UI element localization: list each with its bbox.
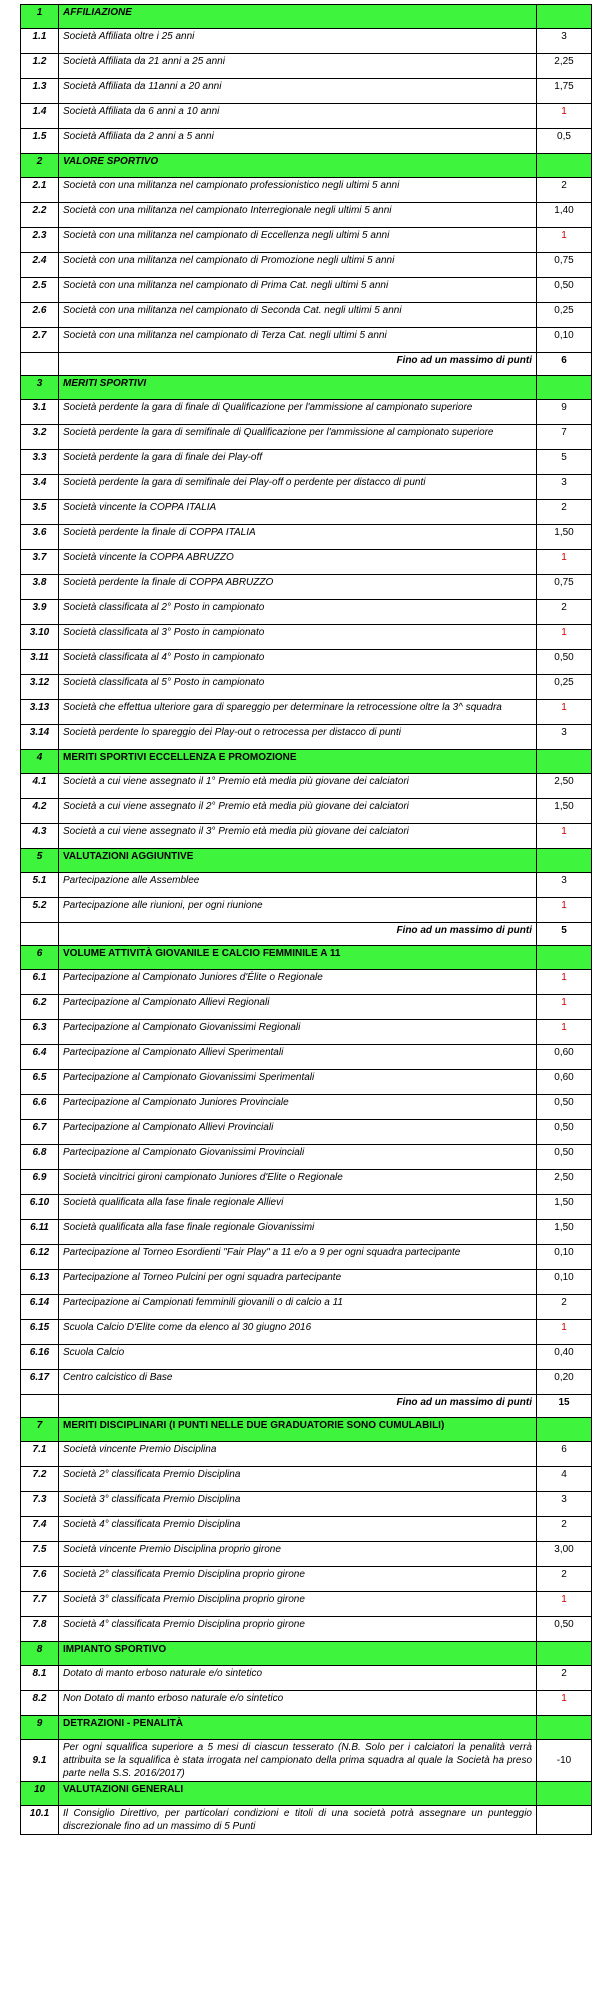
criteria-number: 1.3 [21, 79, 59, 104]
criteria-row [21, 228, 592, 253]
criteria-number: 3.2 [21, 425, 59, 450]
criteria-description: Società classificata al 3° Posto in campionato [59, 625, 537, 650]
criteria-number: 6.1 [21, 970, 59, 995]
criteria-number: 2.1 [21, 178, 59, 203]
max-points-label: Fino ad un massimo di punti [59, 923, 537, 946]
section-value-cell [537, 5, 592, 29]
criteria-number: 5.1 [21, 873, 59, 898]
criteria-points: 1 [537, 898, 592, 923]
criteria-points: 3 [537, 475, 592, 500]
criteria-row [21, 625, 592, 650]
criteria-row [21, 898, 592, 923]
section-header-row [21, 1642, 592, 1666]
criteria-table-body [21, 5, 592, 1835]
criteria-description: Società vincente la COPPA ITALIA [59, 500, 537, 525]
section-value-cell [537, 1782, 592, 1806]
criteria-description: Società a cui viene assegnato il 3° Premio età media più giovane dei calciatori [59, 824, 537, 849]
criteria-number: 2.2 [21, 203, 59, 228]
criteria-number: 2.5 [21, 278, 59, 303]
criteria-points: 1 [537, 104, 592, 129]
criteria-description: Il Consiglio Direttivo, per particolari condizioni e titoli di una società potrà assegnare un punteggio discrezionale fino ad un massimo di 5 Punti [59, 1806, 537, 1835]
criteria-description: Non Dotato di manto erboso naturale e/o sintetico [59, 1691, 537, 1716]
criteria-description: Partecipazione alle riunioni, per ogni riunione [59, 898, 537, 923]
criteria-number: 6.15 [21, 1320, 59, 1345]
section-header-row [21, 946, 592, 970]
criteria-description: Società Affiliata da 11anni a 20 anni [59, 79, 537, 104]
max-points-value: 5 [537, 923, 592, 946]
section-title: MERITI DISCIPLINARI (I PUNTI NELLE DUE GRADUATORIE SONO CUMULABILI) [59, 1418, 537, 1442]
section-number: 5 [21, 849, 59, 873]
criteria-description: Società con una militanza nel campionato professionistico negli ultimi 5 anni [59, 178, 537, 203]
criteria-description: Società vincitrici gironi campionato Juniores d'Elite o Regionale [59, 1170, 537, 1195]
section-header-row [21, 849, 592, 873]
criteria-row [21, 425, 592, 450]
criteria-description: Società Affiliata oltre i 25 anni [59, 29, 537, 54]
criteria-description: Scuola Calcio [59, 1345, 537, 1370]
criteria-number: 7.5 [21, 1542, 59, 1567]
criteria-row [21, 203, 592, 228]
criteria-number: 6.14 [21, 1295, 59, 1320]
criteria-points: 3 [537, 29, 592, 54]
criteria-points [537, 1806, 592, 1835]
criteria-number: 6.6 [21, 1095, 59, 1120]
criteria-row [21, 253, 592, 278]
section-header-row [21, 750, 592, 774]
section-title: VALORE SPORTIVO [59, 154, 537, 178]
criteria-points: 6 [537, 1442, 592, 1467]
criteria-points: 3,00 [537, 1542, 592, 1567]
criteria-number: 6.2 [21, 995, 59, 1020]
criteria-points: 2 [537, 600, 592, 625]
criteria-number: 2.3 [21, 228, 59, 253]
criteria-description: Società vincente la COPPA ABRUZZO [59, 550, 537, 575]
criteria-number: 6.5 [21, 1070, 59, 1095]
empty-number-cell [21, 1395, 59, 1418]
criteria-number: 3.12 [21, 675, 59, 700]
criteria-description: Società perdente la gara di semifinale di Qualificazione per l'ammissione al campionato superiore [59, 425, 537, 450]
criteria-description: Partecipazione al Campionato Allievi Sperimentali [59, 1045, 537, 1070]
max-points-row [21, 1395, 592, 1418]
section-number: 1 [21, 5, 59, 29]
criteria-row [21, 774, 592, 799]
criteria-description: Partecipazione al Torneo Esordienti "Fair Play" a 11 e/o a 9 per ogni squadra partecipante [59, 1245, 537, 1270]
criteria-description: Società perdente la gara di finale dei Play-off [59, 450, 537, 475]
criteria-row [21, 328, 592, 353]
criteria-description: Società perdente la finale di COPPA ITALIA [59, 525, 537, 550]
criteria-points: 0,10 [537, 328, 592, 353]
section-header-row [21, 154, 592, 178]
criteria-points: 1,40 [537, 203, 592, 228]
criteria-table-container [20, 4, 591, 1835]
criteria-number: 1.4 [21, 104, 59, 129]
criteria-points: 0,50 [537, 1617, 592, 1642]
criteria-row [21, 799, 592, 824]
section-header-row [21, 1782, 592, 1806]
criteria-number: 6.12 [21, 1245, 59, 1270]
section-number: 4 [21, 750, 59, 774]
criteria-number: 6.3 [21, 1020, 59, 1045]
criteria-points: 0,10 [537, 1270, 592, 1295]
criteria-points: 0,20 [537, 1370, 592, 1395]
section-number: 7 [21, 1418, 59, 1442]
criteria-row [21, 525, 592, 550]
criteria-description: Società perdente la gara di finale di Qualificazione per l'ammissione al campionato superiore [59, 400, 537, 425]
criteria-row [21, 700, 592, 725]
criteria-points: 1,75 [537, 79, 592, 104]
criteria-row [21, 500, 592, 525]
criteria-row [21, 1345, 592, 1370]
criteria-row [21, 475, 592, 500]
criteria-row [21, 129, 592, 154]
criteria-row [21, 1617, 592, 1642]
criteria-number: 3.13 [21, 700, 59, 725]
criteria-description: Società perdente la gara di semifinale dei Play-off o perdente per distacco di punti [59, 475, 537, 500]
criteria-points: 1 [537, 228, 592, 253]
criteria-row [21, 1442, 592, 1467]
criteria-description: Società Affiliata da 2 anni a 5 anni [59, 129, 537, 154]
criteria-points: 1,50 [537, 525, 592, 550]
criteria-row [21, 1370, 592, 1395]
section-value-cell [537, 1418, 592, 1442]
criteria-description: Partecipazione alle Assemblee [59, 873, 537, 898]
criteria-row [21, 54, 592, 79]
criteria-points: 1 [537, 970, 592, 995]
scoring-criteria-table [20, 4, 592, 1835]
criteria-points: 7 [537, 425, 592, 450]
criteria-number: 6.10 [21, 1195, 59, 1220]
criteria-number: 3.4 [21, 475, 59, 500]
section-title: DETRAZIONI - PENALITÀ [59, 1716, 537, 1740]
section-header-row [21, 1418, 592, 1442]
criteria-number: 7.6 [21, 1567, 59, 1592]
criteria-row [21, 400, 592, 425]
criteria-description: Società 4° classificata Premio Disciplina [59, 1517, 537, 1542]
criteria-row [21, 303, 592, 328]
criteria-row [21, 1045, 592, 1070]
criteria-row [21, 1120, 592, 1145]
criteria-row [21, 725, 592, 750]
criteria-number: 3.1 [21, 400, 59, 425]
criteria-row [21, 1806, 592, 1835]
criteria-number: 1.2 [21, 54, 59, 79]
criteria-row [21, 575, 592, 600]
criteria-points: 3 [537, 873, 592, 898]
criteria-description: Società vincente Premio Disciplina proprio girone [59, 1542, 537, 1567]
criteria-points: 1 [537, 824, 592, 849]
section-header-row [21, 5, 592, 29]
criteria-number: 3.7 [21, 550, 59, 575]
criteria-row [21, 1270, 592, 1295]
criteria-points: 1 [537, 700, 592, 725]
criteria-description: Partecipazione al Torneo Pulcini per ogni squadra partecipante [59, 1270, 537, 1295]
criteria-description: Società che effettua ulteriore gara di spareggio per determinare la retrocessione oltre la 3^ squadra [59, 700, 537, 725]
criteria-description: Partecipazione al Campionato Juniores d'Élite o Regionale [59, 970, 537, 995]
criteria-number: 4.1 [21, 774, 59, 799]
criteria-number: 2.4 [21, 253, 59, 278]
criteria-row [21, 1195, 592, 1220]
criteria-points: 0,60 [537, 1070, 592, 1095]
criteria-row [21, 1095, 592, 1120]
criteria-row [21, 650, 592, 675]
criteria-description: Società 2° classificata Premio Disciplina proprio girone [59, 1567, 537, 1592]
criteria-points: 0,50 [537, 1145, 592, 1170]
criteria-description: Dotato di manto erboso naturale e/o sintetico [59, 1666, 537, 1691]
criteria-points: 0,75 [537, 253, 592, 278]
criteria-row [21, 1145, 592, 1170]
criteria-number: 10.1 [21, 1806, 59, 1835]
criteria-row [21, 1592, 592, 1617]
criteria-number: 3.8 [21, 575, 59, 600]
max-points-label: Fino ad un massimo di punti [59, 1395, 537, 1418]
criteria-row [21, 675, 592, 700]
criteria-number: 2.7 [21, 328, 59, 353]
section-number: 9 [21, 1716, 59, 1740]
section-value-cell [537, 376, 592, 400]
section-value-cell [537, 154, 592, 178]
criteria-row [21, 1295, 592, 1320]
criteria-row [21, 1740, 592, 1782]
criteria-number: 6.17 [21, 1370, 59, 1395]
criteria-number: 7.7 [21, 1592, 59, 1617]
criteria-row [21, 1070, 592, 1095]
criteria-points: 0,40 [537, 1345, 592, 1370]
criteria-points: 0,25 [537, 675, 592, 700]
criteria-description: Società qualificata alla fase finale regionale Allievi [59, 1195, 537, 1220]
section-header-row [21, 1716, 592, 1740]
criteria-description: Società 4° classificata Premio Disciplina proprio girone [59, 1617, 537, 1642]
criteria-points: 0,75 [537, 575, 592, 600]
criteria-points: 0,5 [537, 129, 592, 154]
section-title: VOLUME ATTIVITÀ GIOVANILE E CALCIO FEMMINILE A 11 [59, 946, 537, 970]
criteria-row [21, 873, 592, 898]
criteria-points: 2 [537, 1295, 592, 1320]
criteria-points: 1,50 [537, 799, 592, 824]
criteria-number: 6.8 [21, 1145, 59, 1170]
criteria-points: 1 [537, 1320, 592, 1345]
criteria-points: 1 [537, 1691, 592, 1716]
criteria-description: Società Affiliata da 21 anni a 25 anni [59, 54, 537, 79]
criteria-description: Società classificata al 2° Posto in campionato [59, 600, 537, 625]
criteria-number: 6.7 [21, 1120, 59, 1145]
criteria-row [21, 1320, 592, 1345]
criteria-description: Partecipazione al Campionato Giovanissimi Regionali [59, 1020, 537, 1045]
criteria-points: 0,50 [537, 1095, 592, 1120]
section-number: 3 [21, 376, 59, 400]
criteria-points: 0,50 [537, 650, 592, 675]
criteria-number: 3.3 [21, 450, 59, 475]
criteria-number: 6.13 [21, 1270, 59, 1295]
section-value-cell [537, 1642, 592, 1666]
max-points-row [21, 923, 592, 946]
criteria-description: Partecipazione al Campionato Giovanissimi Provinciali [59, 1145, 537, 1170]
section-title: MERITI SPORTIVI [59, 376, 537, 400]
criteria-row [21, 1567, 592, 1592]
criteria-row [21, 1020, 592, 1045]
criteria-number: 3.10 [21, 625, 59, 650]
criteria-number: 9.1 [21, 1740, 59, 1782]
criteria-number: 7.4 [21, 1517, 59, 1542]
criteria-description: Società vincente Premio Disciplina [59, 1442, 537, 1467]
criteria-description: Società con una militanza nel campionato di Terza Cat. negli ultimi 5 anni [59, 328, 537, 353]
criteria-number: 6.11 [21, 1220, 59, 1245]
criteria-points: 4 [537, 1467, 592, 1492]
criteria-points: 0,10 [537, 1245, 592, 1270]
criteria-points: 1 [537, 625, 592, 650]
criteria-number: 5.2 [21, 898, 59, 923]
criteria-number: 1.5 [21, 129, 59, 154]
criteria-description: Società a cui viene assegnato il 1° Premio età media più giovane dei calciatori [59, 774, 537, 799]
section-title: MERITI SPORTIVI ECCELLENZA E PROMOZIONE [59, 750, 537, 774]
criteria-number: 6.4 [21, 1045, 59, 1070]
criteria-row [21, 824, 592, 849]
criteria-row [21, 1691, 592, 1716]
max-points-value: 6 [537, 353, 592, 376]
section-number: 10 [21, 1782, 59, 1806]
criteria-description: Partecipazione al Campionato Allievi Provinciali [59, 1120, 537, 1145]
criteria-number: 6.9 [21, 1170, 59, 1195]
max-points-value: 15 [537, 1395, 592, 1418]
criteria-row [21, 1492, 592, 1517]
section-title: VALUTAZIONI AGGIUNTIVE [59, 849, 537, 873]
criteria-points: 9 [537, 400, 592, 425]
section-header-row [21, 376, 592, 400]
criteria-description: Società con una militanza nel campionato di Eccellenza negli ultimi 5 anni [59, 228, 537, 253]
criteria-row [21, 1220, 592, 1245]
criteria-points: 0,25 [537, 303, 592, 328]
section-value-cell [537, 946, 592, 970]
criteria-row [21, 970, 592, 995]
section-value-cell [537, 1716, 592, 1740]
criteria-description: Partecipazione al Campionato Allievi Regionali [59, 995, 537, 1020]
criteria-number: 8.1 [21, 1666, 59, 1691]
criteria-points: 2 [537, 500, 592, 525]
criteria-row [21, 550, 592, 575]
criteria-number: 3.5 [21, 500, 59, 525]
criteria-number: 3.14 [21, 725, 59, 750]
empty-number-cell [21, 923, 59, 946]
section-value-cell [537, 750, 592, 774]
criteria-points: 0,50 [537, 278, 592, 303]
criteria-description: Società classificata al 5° Posto in campionato [59, 675, 537, 700]
criteria-description: Società perdente lo spareggio dei Play-out o retrocessa per distacco di punti [59, 725, 537, 750]
criteria-description: Società classificata al 4° Posto in campionato [59, 650, 537, 675]
section-title: IMPIANTO SPORTIVO [59, 1642, 537, 1666]
criteria-description: Partecipazione al Campionato Giovanissimi Sperimentali [59, 1070, 537, 1095]
criteria-points: 1 [537, 1020, 592, 1045]
criteria-number: 3.11 [21, 650, 59, 675]
criteria-number: 8.2 [21, 1691, 59, 1716]
criteria-points: 1 [537, 995, 592, 1020]
criteria-description: Società con una militanza nel campionato di Seconda Cat. negli ultimi 5 anni [59, 303, 537, 328]
section-number: 2 [21, 154, 59, 178]
criteria-number: 3.6 [21, 525, 59, 550]
criteria-row [21, 600, 592, 625]
criteria-row [21, 1666, 592, 1691]
criteria-row [21, 1542, 592, 1567]
criteria-number: 2.6 [21, 303, 59, 328]
criteria-description: Società qualificata alla fase finale regionale Giovanissimi [59, 1220, 537, 1245]
criteria-description: Società con una militanza nel campionato Interregionale negli ultimi 5 anni [59, 203, 537, 228]
section-number: 6 [21, 946, 59, 970]
criteria-points: 2,25 [537, 54, 592, 79]
criteria-points: 3 [537, 725, 592, 750]
criteria-number: 7.3 [21, 1492, 59, 1517]
criteria-row [21, 1170, 592, 1195]
criteria-number: 7.8 [21, 1617, 59, 1642]
criteria-number: 4.3 [21, 824, 59, 849]
criteria-description: Scuola Calcio D'Elite come da elenco al 30 giugno 2016 [59, 1320, 537, 1345]
criteria-points: 2 [537, 1517, 592, 1542]
criteria-number: 4.2 [21, 799, 59, 824]
criteria-row [21, 104, 592, 129]
criteria-description: Centro calcistico di Base [59, 1370, 537, 1395]
section-title: AFFILIAZIONE [59, 5, 537, 29]
criteria-points: 2,50 [537, 774, 592, 799]
criteria-points: 3 [537, 1492, 592, 1517]
criteria-description: Società 3° classificata Premio Disciplina [59, 1492, 537, 1517]
max-points-row [21, 353, 592, 376]
criteria-number: 1.1 [21, 29, 59, 54]
criteria-description: Società con una militanza nel campionato di Promozione negli ultimi 5 anni [59, 253, 537, 278]
criteria-points: 2 [537, 1567, 592, 1592]
criteria-description: Per ogni squalifica superiore a 5 mesi di ciascun tesserato (N.B. Solo per i calciatori la penalità verrà attribuita se la squalifica è stata irrogata nel campionato della prima squadra al quale la Società ha preso parte nella S.S. 2016/2017) [59, 1740, 537, 1782]
criteria-row [21, 79, 592, 104]
criteria-row [21, 1245, 592, 1270]
criteria-points: 1 [537, 1592, 592, 1617]
criteria-points: 1 [537, 550, 592, 575]
criteria-points: 5 [537, 450, 592, 475]
criteria-row [21, 1467, 592, 1492]
criteria-row [21, 1517, 592, 1542]
section-title: VALUTAZIONI GENERALI [59, 1782, 537, 1806]
criteria-points: 2,50 [537, 1170, 592, 1195]
criteria-description: Società 2° classificata Premio Disciplina [59, 1467, 537, 1492]
criteria-points: 0,60 [537, 1045, 592, 1070]
criteria-description: Società con una militanza nel campionato di Prima Cat. negli ultimi 5 anni [59, 278, 537, 303]
criteria-number: 7.1 [21, 1442, 59, 1467]
criteria-number: 6.16 [21, 1345, 59, 1370]
criteria-row [21, 29, 592, 54]
criteria-points: 0,50 [537, 1120, 592, 1145]
criteria-points: 1,50 [537, 1220, 592, 1245]
criteria-row [21, 450, 592, 475]
section-number: 8 [21, 1642, 59, 1666]
criteria-number: 7.2 [21, 1467, 59, 1492]
criteria-description: Partecipazione ai Campionati femminili giovanili o di calcio a 11 [59, 1295, 537, 1320]
criteria-points: 2 [537, 1666, 592, 1691]
criteria-row [21, 995, 592, 1020]
section-value-cell [537, 849, 592, 873]
criteria-description: Partecipazione al Campionato Juniores Provinciale [59, 1095, 537, 1120]
criteria-row [21, 178, 592, 203]
criteria-points: 2 [537, 178, 592, 203]
criteria-description: Società a cui viene assegnato il 2° Premio età media più giovane dei calciatori [59, 799, 537, 824]
criteria-description: Società 3° classificata Premio Disciplina proprio girone [59, 1592, 537, 1617]
criteria-row [21, 278, 592, 303]
criteria-number: 3.9 [21, 600, 59, 625]
empty-number-cell [21, 353, 59, 376]
criteria-description: Società perdente la finale di COPPA ABRUZZO [59, 575, 537, 600]
criteria-points: 1,50 [537, 1195, 592, 1220]
criteria-description: Società Affiliata da 6 anni a 10 anni [59, 104, 537, 129]
criteria-points: -10 [537, 1740, 592, 1782]
max-points-label: Fino ad un massimo di punti [59, 353, 537, 376]
